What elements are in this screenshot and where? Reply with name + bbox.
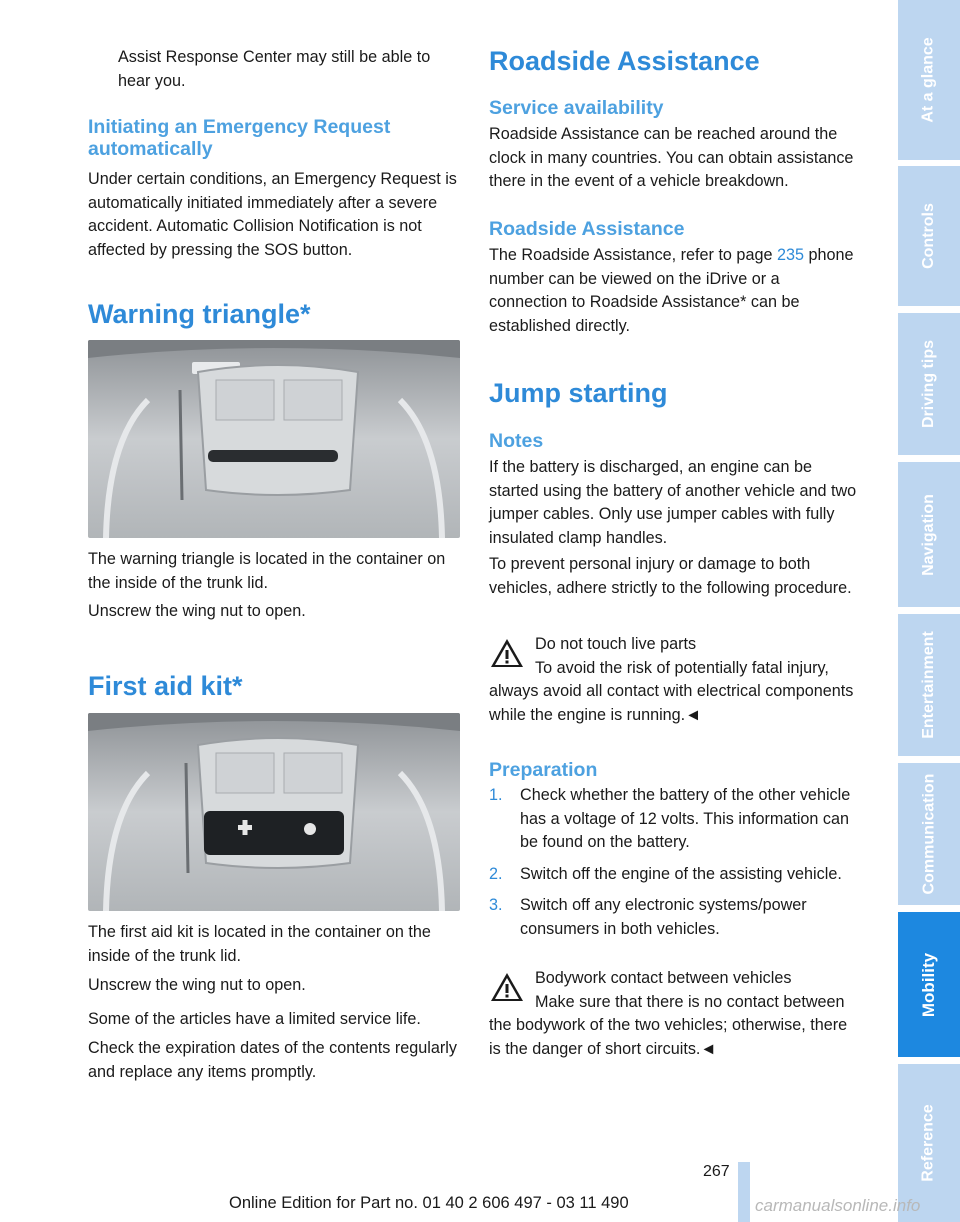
auto-heading: Initiating an Emergency Request automatically xyxy=(88,116,391,160)
warning-icon xyxy=(489,971,525,1003)
warning-live-parts xyxy=(489,633,861,727)
page-number: 267 xyxy=(703,1163,730,1180)
warning-bodywork-text: Make sure that there is no contact between the bodywork of the two vehicles; otherwise, there is the danger of short circuits.◄ xyxy=(489,992,848,1058)
first-aid-heading: First aid kit* xyxy=(88,671,243,701)
notes-text-1: If the battery is discharged, an engine can be started using the battery of another vehicle and two jumper cables. Only use jumper cables with fully insulated clamp handles. xyxy=(489,458,857,547)
triangle-text-1: The warning triangle is located in the container on the inside of the trunk lid. xyxy=(88,550,446,592)
jump-starting-heading: Jump starting xyxy=(489,378,668,408)
list-item: 2. Switch off the engine of the assisting vehicle. xyxy=(489,864,842,883)
warning-live-parts-text: To avoid the risk of potentially fatal injury, always avoid all contact with electrical components while the engine is running.◄ xyxy=(489,658,854,724)
notes-heading: Notes xyxy=(489,430,544,452)
roadside-heading: Roadside Assistance xyxy=(489,46,760,76)
first-aid-kit-photo xyxy=(88,713,460,911)
tab-communication[interactable]: Communication xyxy=(898,763,960,905)
warning-icon xyxy=(489,637,525,669)
warning-triangle-photo xyxy=(88,340,460,538)
tab-driving-tips[interactable]: Driving tips xyxy=(898,313,960,455)
tab-mobility[interactable]: Mobility xyxy=(898,912,960,1057)
preparation-heading: Preparation xyxy=(489,759,598,781)
warning-bodywork-title: Bodywork contact between vehicles xyxy=(535,969,792,987)
first-aid-text-4: Check the expiration dates of the contents regularly and replace any items promptly. xyxy=(88,1039,457,1081)
triangle-heading: Warning triangle* xyxy=(88,299,311,329)
ra-text-before: The Roadside Assistance, refer to page xyxy=(489,246,777,264)
triangle-text-2: Unscrew the wing nut to open. xyxy=(88,602,306,620)
service-text: Roadside Assistance can be reached around the clock in many countries. You can obtain assistance there in the event of a vehicle breakdown. xyxy=(489,125,854,190)
list-item: 1. Check whether the battery of the other vehicle has a voltage of 12 volts. This information can be found on the battery. xyxy=(489,786,851,851)
watermark: carmanualsonline.info xyxy=(755,1196,921,1215)
ra-text xyxy=(489,244,861,338)
intro-text: Assist Response Center may still be able to hear you. xyxy=(118,48,431,90)
tab-at-a-glance[interactable]: At a glance xyxy=(898,0,960,160)
preparation-steps xyxy=(489,784,861,949)
page-235-link[interactable]: 235 xyxy=(776,246,804,264)
auto-text: Under certain conditions, an Emergency Request is automatically initiated immediately after a severe accident. Automatic Collision Notification is not affected by pressing the SOS button. xyxy=(88,170,457,259)
ra-text-after: phone number can be viewed on the iDrive or a connection to Roadside Assistance* can be established directly. xyxy=(489,246,854,335)
chapter-sidebar xyxy=(898,0,960,1222)
tab-reference[interactable]: Reference xyxy=(898,1064,960,1222)
ra-heading: Roadside Assistance xyxy=(489,218,685,240)
page-number-bar xyxy=(738,1162,750,1222)
first-aid-text-1: The first aid kit is located in the container on the inside of the trunk lid. xyxy=(88,923,431,965)
first-aid-text-2: Unscrew the wing nut to open. xyxy=(88,976,306,994)
tab-entertainment[interactable]: Entertainment xyxy=(898,614,960,756)
warning-bodywork-contact xyxy=(489,967,861,1061)
edition-footer: Online Edition for Part no. 01 40 2 606 497 - 03 11 490 xyxy=(229,1194,629,1212)
first-aid-text-3: Some of the articles have a limited service life. xyxy=(88,1010,421,1028)
tab-controls[interactable]: Controls xyxy=(898,166,960,306)
list-item: 3. Switch off any electronic systems/power consumers in both vehicles. xyxy=(489,896,807,938)
tab-navigation[interactable]: Navigation xyxy=(898,462,960,607)
warning-live-parts-title: Do not touch live parts xyxy=(535,635,697,653)
service-heading: Service availability xyxy=(489,97,664,119)
notes-text-2: To prevent personal injury or damage to both vehicles, adhere strictly to the following procedure. xyxy=(489,555,852,597)
